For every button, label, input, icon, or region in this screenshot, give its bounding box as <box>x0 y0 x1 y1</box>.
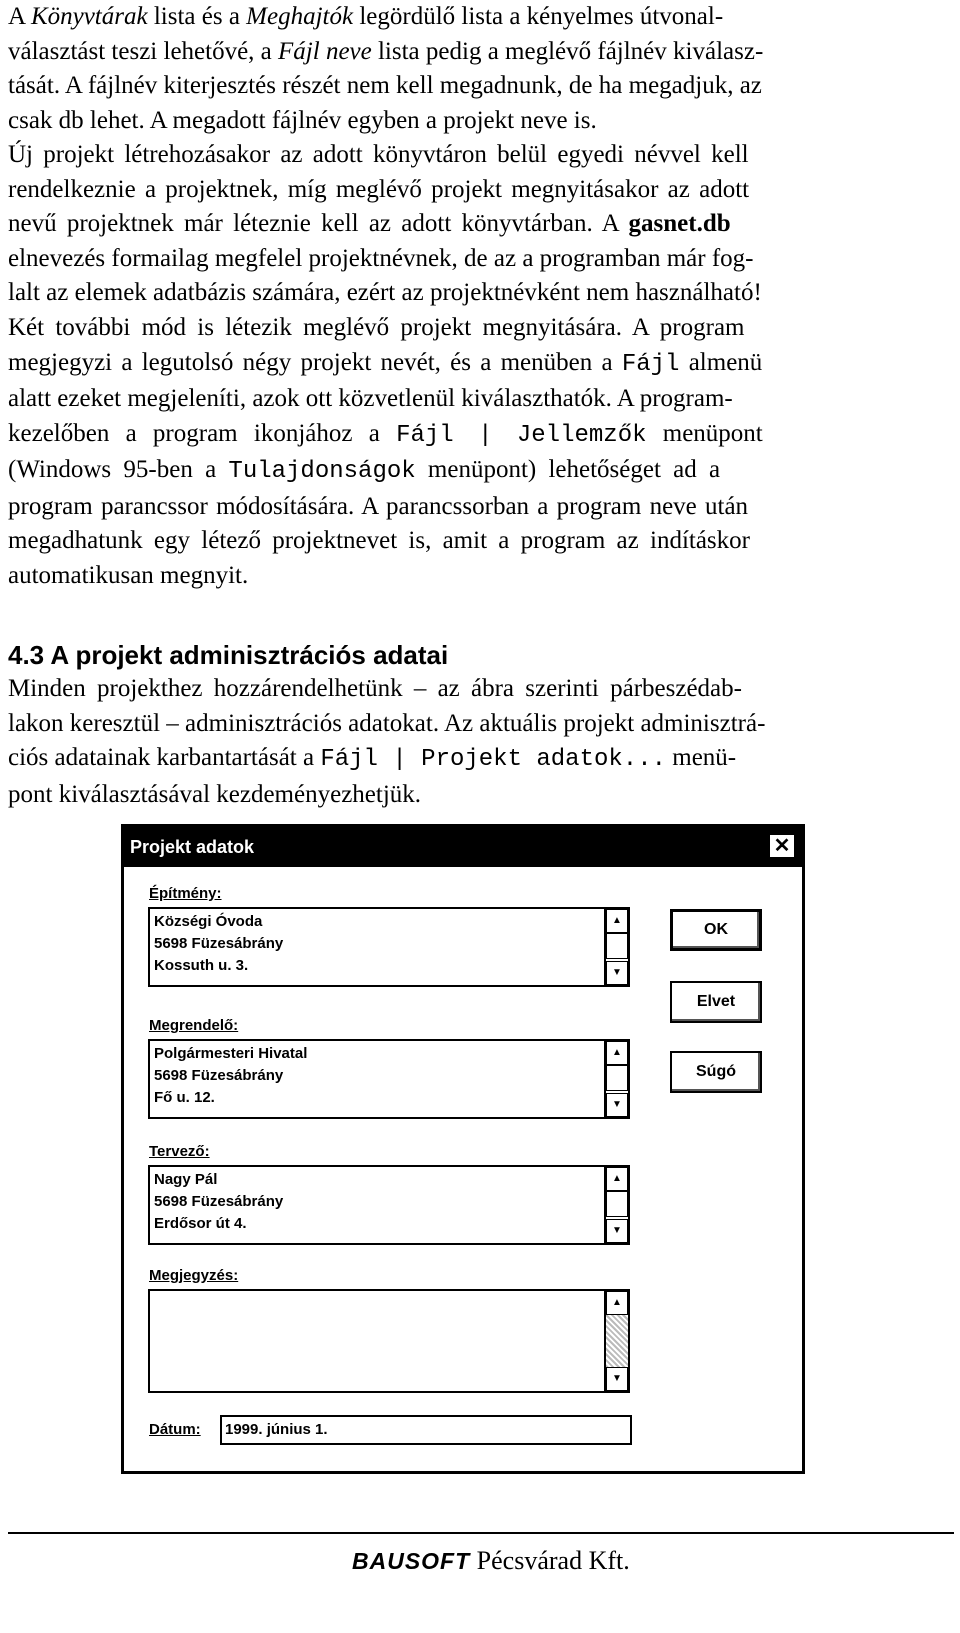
megjegyzes-label: Megjegyzés: <box>149 1267 239 1284</box>
dialog-title: Projekt adatok <box>130 837 255 857</box>
epitmeny-line-1: Községi Óvoda <box>154 913 263 930</box>
p2-line-4: elnevezés formailag megfelel projektnévnek, de az a programban már fog- <box>8 244 754 272</box>
tervezo-line-2: 5698 Füzesábrány <box>154 1193 284 1210</box>
scroll-up-arrow-icon[interactable]: ▲ <box>606 909 628 933</box>
datum-field[interactable]: 1999. június 1. <box>220 1415 632 1445</box>
p3-line-2: megjegyzi a legutolsó négy projekt nevét, és a menüben a Fájl almenü <box>8 348 763 378</box>
p3-line-5: (Windows 95-ben a Tulajdonságok menüpont) lehetőséget ad a <box>8 456 721 485</box>
section-heading: 4.3 A projekt adminisztrációs adatai <box>8 640 449 670</box>
p2-line-2: rendelkeznie a projektnek, míg meglévő projekt megnyitásakor az adott <box>8 175 750 203</box>
epitmeny-scrollbar[interactable] <box>604 909 628 985</box>
p3-line-1: Két további mód is létezik meglévő projekt megnyitására. A program <box>8 314 745 341</box>
footer-rule <box>8 1532 954 1534</box>
megjegyzes-field[interactable] <box>148 1289 630 1393</box>
tervezo-label: Tervező: <box>149 1143 210 1160</box>
scroll-down-arrow-icon[interactable]: ▼ <box>606 1367 628 1391</box>
megrendelo-scrollbar[interactable] <box>604 1041 628 1117</box>
footer <box>352 1546 630 1576</box>
scroll-down-arrow-icon[interactable]: ▼ <box>606 1219 628 1243</box>
elvet-button[interactable]: Elvet <box>670 981 762 1023</box>
scroll-up-arrow-icon[interactable]: ▲ <box>606 1291 628 1315</box>
epitmeny-line-3: Kossuth u. 3. <box>154 957 249 974</box>
sugo-button[interactable]: Súgó <box>670 1051 762 1093</box>
tervezo-line-3: Erdősor út 4. <box>154 1215 247 1232</box>
p3-line-3: alatt ezeket megjeleníti, azok ott közvetlenül kiválaszthatók. A program- <box>8 385 733 412</box>
scroll-down-arrow-icon[interactable]: ▼ <box>606 1093 628 1117</box>
bausoft-logo: BAUSOFT <box>352 1548 471 1574</box>
p2-line-1: Új projekt létrehozásakor az adott könyvtáron belül egyedi névvel kell <box>8 141 749 168</box>
scroll-thumb[interactable] <box>606 1191 628 1217</box>
p3-line-7: megadhatunk egy létező projektnevet is, amit a program az indításkor <box>8 527 750 554</box>
p4-line-1: Minden projekthez hozzárendelhetünk – az ábra szerinti párbeszédab- <box>8 675 742 702</box>
megrendelo-line-1: Polgármesteri Hivatal <box>154 1045 308 1062</box>
p1-line-2: választást teszi lehetővé, a Fájl neve lista pedig a meglévő fájlnév kiválasz- <box>8 37 764 65</box>
datum-label: Dátum: <box>149 1421 201 1438</box>
p4-line-3: ciós adatainak karbantartását a Fájl | Projekt adatok... menü- <box>8 744 737 773</box>
p3-line-4: kezelőben a program ikonjához a Fájl | Jellemzők menüpont <box>8 419 763 449</box>
megrendelo-field[interactable] <box>148 1039 630 1119</box>
projekt-adatok-dialog <box>121 824 805 1474</box>
megrendelo-line-3: Fő u. 12. <box>154 1089 215 1106</box>
p4-line-4: pont kiválasztásával kezdeményezhetjük. <box>8 780 422 808</box>
footer-company: Pécsvárad Kft. <box>470 1546 630 1575</box>
tervezo-field[interactable] <box>148 1165 630 1245</box>
tervezo-line-1: Nagy Pál <box>154 1171 218 1188</box>
paragraph-1 <box>8 0 956 138</box>
dialog-titlebar[interactable] <box>124 827 802 867</box>
p4-line-2: lakon keresztül – adminisztrációs adatokat. Az aktuális projekt adminisztrá- <box>8 709 766 737</box>
p2-line-3: nevű projektnek már léteznie kell az adott könyvtárban. A gasnet.db <box>8 210 731 237</box>
scroll-track[interactable] <box>606 1315 628 1367</box>
ok-button[interactable]: OK <box>670 909 762 951</box>
p1-line-1: A Könyvtárak lista és a Meghajtók legördülő lista a kényelmes útvonal- <box>8 3 724 30</box>
close-button[interactable]: ✕ <box>768 833 796 859</box>
scroll-thumb[interactable] <box>606 1065 628 1091</box>
paragraph-3 <box>8 311 956 593</box>
p1-line-3: tását. A fájlnév kiterjesztés részét nem kell megadnunk, de ha megadjuk, az <box>8 72 762 99</box>
epitmeny-field[interactable] <box>148 907 630 987</box>
epitmeny-line-2: 5698 Füzesábrány <box>154 935 284 952</box>
p3-line-6: program parancssor módosítására. A parancssorban a program neve után <box>8 492 749 520</box>
scroll-up-arrow-icon[interactable]: ▲ <box>606 1041 628 1065</box>
scroll-up-arrow-icon[interactable]: ▲ <box>606 1167 628 1191</box>
megjegyzes-scrollbar[interactable] <box>604 1291 628 1391</box>
megrendelo-line-2: 5698 Füzesábrány <box>154 1067 284 1084</box>
p2-line-5: lalt az elemek adatbázis számára, ezért az projektnévként nem használható! <box>8 279 762 306</box>
p1-line-4: csak db lehet. A megadott fájlnév egyben a projekt neve is. <box>8 106 597 134</box>
paragraph-2 <box>8 138 956 311</box>
epitmeny-label: Építmény: <box>149 885 222 902</box>
paragraph-4 <box>8 672 956 812</box>
p3-line-8: automatikusan megnyit. <box>8 561 249 589</box>
scroll-thumb[interactable] <box>606 933 628 959</box>
scroll-down-arrow-icon[interactable]: ▼ <box>606 961 628 985</box>
tervezo-scrollbar[interactable] <box>604 1167 628 1243</box>
megrendelo-label: Megrendelő: <box>149 1017 239 1034</box>
